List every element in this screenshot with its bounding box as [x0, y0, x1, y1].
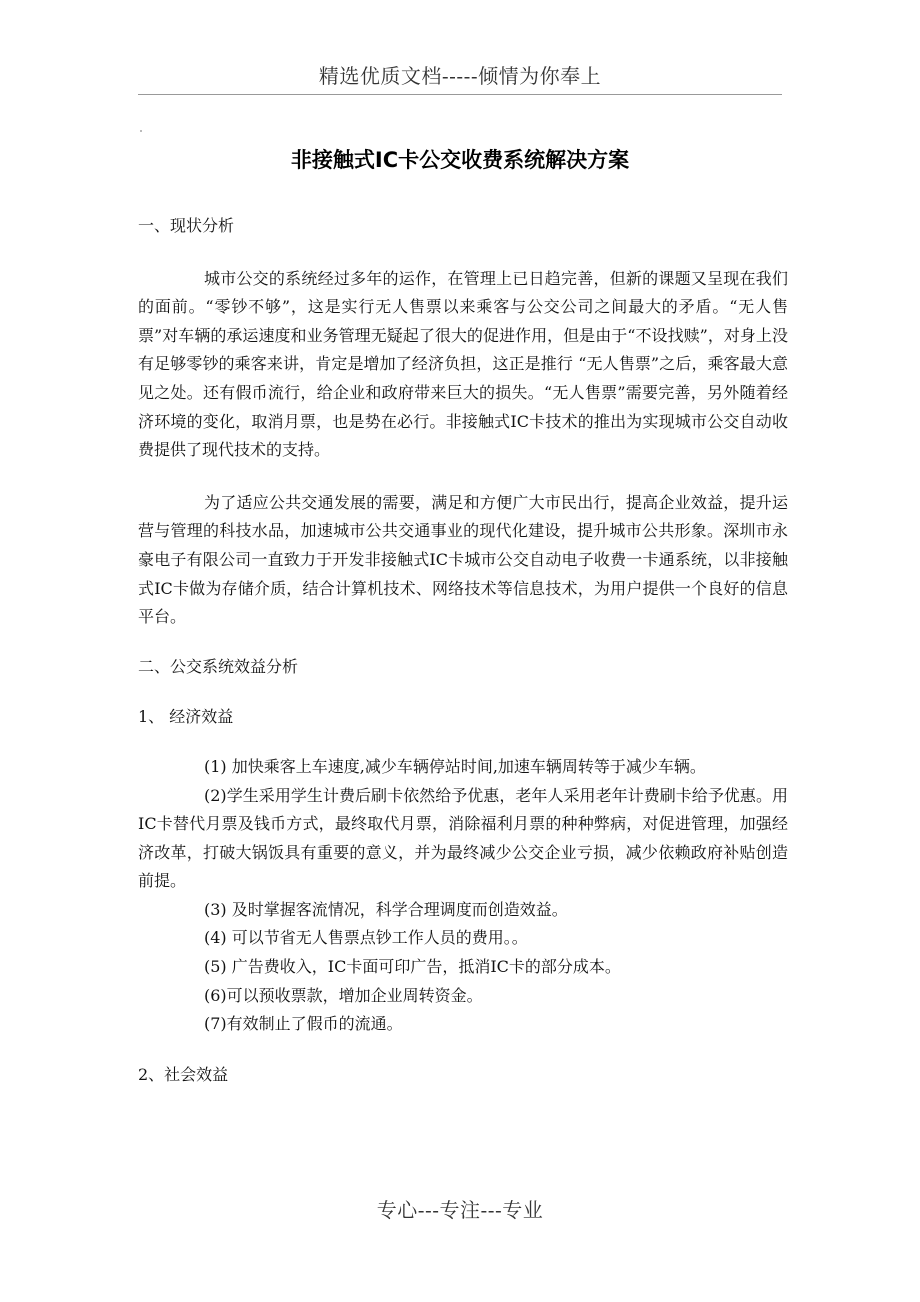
list-item: (7)有效制止了假币的流通。 [204, 1014, 403, 1034]
header-divider [138, 94, 782, 95]
list-item: (3) 及时掌握客流情况，科学合理调度而创造效益。 [204, 899, 568, 919]
page-header: 精选优质文档-----倾情为你奉上 [318, 64, 602, 88]
list-item: (6)可以预收票款，增加企业周转资金。 [204, 985, 483, 1005]
subsection-heading-social: 2、社会效益 [138, 1064, 229, 1084]
list-item: (2)学生采用学生计费后刷卡依然给予优惠，老年人采用老年计费刷卡给予优惠。用IC卡替代月票及钱币方式，最终取代月票，消除福利月票的种种弊病，对促进管理，加强经济改革，打破大锅饭具有重要的意义，并为最终减少公交企业亏损，减少依赖政府补贴创造前提。 [138, 785, 788, 891]
list-item: (4) 可以节省无人售票点钞工作人员的费用。。 [204, 928, 528, 948]
section-heading-benefits: 二、公交系统效益分析 [138, 656, 299, 676]
document-title: 非接触式IC卡公交收费系统解决方案 [290, 148, 630, 172]
section-heading-status: 一、现状分析 [138, 216, 235, 235]
paragraph-status-2: 为了适应公共交通发展的需要，满足和方便广大市民出行，提高企业效益，提升运营与管理的科技水品，加速城市公共交通事业的现代化建设，提升城市公共形象。深圳市永豪电子有限公司一直致力于开发非接触式IC卡城市公交自动电子收费一卡通系统，以非接触式IC卡做为存储介质，结合计算机技术、网络技术等信息技术，为用户提供一个良好的信息平台。 [138, 492, 788, 627]
list-item: (5) 广告费收入，IC卡面可印广告，抵消IC卡的部分成本。 [204, 957, 621, 977]
margin-mark [140, 130, 142, 132]
list-item: (1) 加快乘客上车速度,减少车辆停站时间,加速车辆周转等于减少车辆。 [204, 756, 706, 776]
page-footer: 专心---专注---专业 [376, 1198, 544, 1222]
subsection-heading-economic: 1、 经济效益 [138, 707, 234, 727]
document-body [138, 212, 788, 1089]
paragraph-status-1: 城市公交的系统经过多年的运作，在管理上已日趋完善，但新的课题又呈现在我们的面前。“零钞不够”，这是实行无人售票以来乘客与公交公司之间最大的矛盾。“无人售票”对车辆的承运速度和业务管理无疑起了很大的促进作用，但是由于“不设找赎”，对身上没有足够零钞的乘客来讲，肯定是增加了经济负担，这正是推行 “无人售票”之后，乘客最大意见之处。还有假币流行，给企业和政府带来巨大的损失。“无人售票”需要完善，另外随着经济环境的变化，取消月票，也是势在必行。非接触式IC卡技术的推出为实现城市公交自动收费提供了现代技术的支持。 [138, 268, 788, 460]
